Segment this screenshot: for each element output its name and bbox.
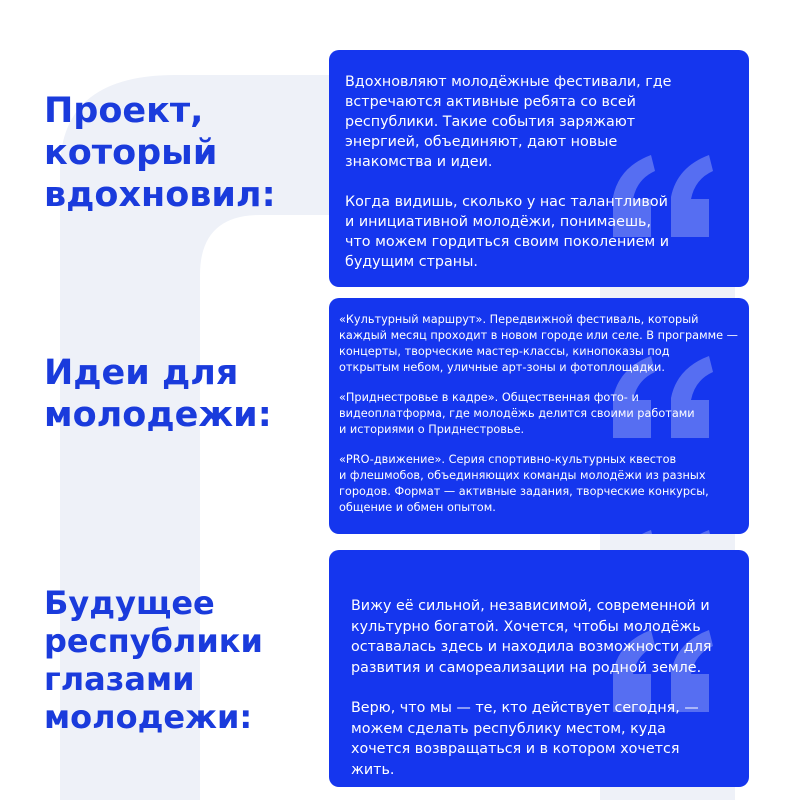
card-paragraph: Вдохновляют молодёжные фестивали, где встречаются активные ребята со всей республики. Такие события заряжают энергией, объединяют, дают новые знакомства и идеи. [345, 74, 672, 170]
section-heading-republic-future: Будущее республики глазами молодежи: [44, 584, 263, 736]
section-heading-inspiring-project: Проект, который вдохновил: [44, 91, 276, 215]
section-heading-youth-ideas: Идеи для молодежи: [44, 353, 272, 435]
card-paragraph: Когда видишь, сколько у нас талантливой и инициативной молодёжи, понимаешь, что можем гордиться своим поколением и будущим страны. [345, 194, 669, 270]
quote-mark-icon [599, 520, 719, 534]
card-paragraph: «Культурный маршрут». Передвижной фестиваль, который каждый месяц проходит в новом городе или селе. В программе — концерты, творческие мастер-классы, кинопоказы под открытым небом, уличные арт-зоны и фотоплощадки. [339, 313, 738, 374]
card-paragraph: Вижу её сильной, независимой, современной и культурно богатой. Хочется, чтобы молодёжь оставалась здесь и находила возможности для развития и самореализации на родной земле. [351, 598, 712, 676]
card-paragraph: Верю, что мы — те, кто действует сегодня, — можем сделать республику местом, куда хочется возвращаться и в котором хочется жить. [351, 700, 699, 778]
card-paragraph: «PRO-движение». Серия спортивно-культурных квестов и флешмобов, объединяющих команды молодёжи из разных городов. Формат — активные задания, творческие конкурсы, общение и обмен опытом. [339, 453, 709, 514]
card-youth-ideas [329, 298, 749, 534]
card-paragraph: «Приднестровье в кадре». Общественная фото- и видеоплатформа, где молодёжь делится своими работами и историями о Приднестровье. [339, 391, 695, 436]
card-inspiring-project [329, 50, 749, 287]
card-republic-future [329, 550, 749, 787]
